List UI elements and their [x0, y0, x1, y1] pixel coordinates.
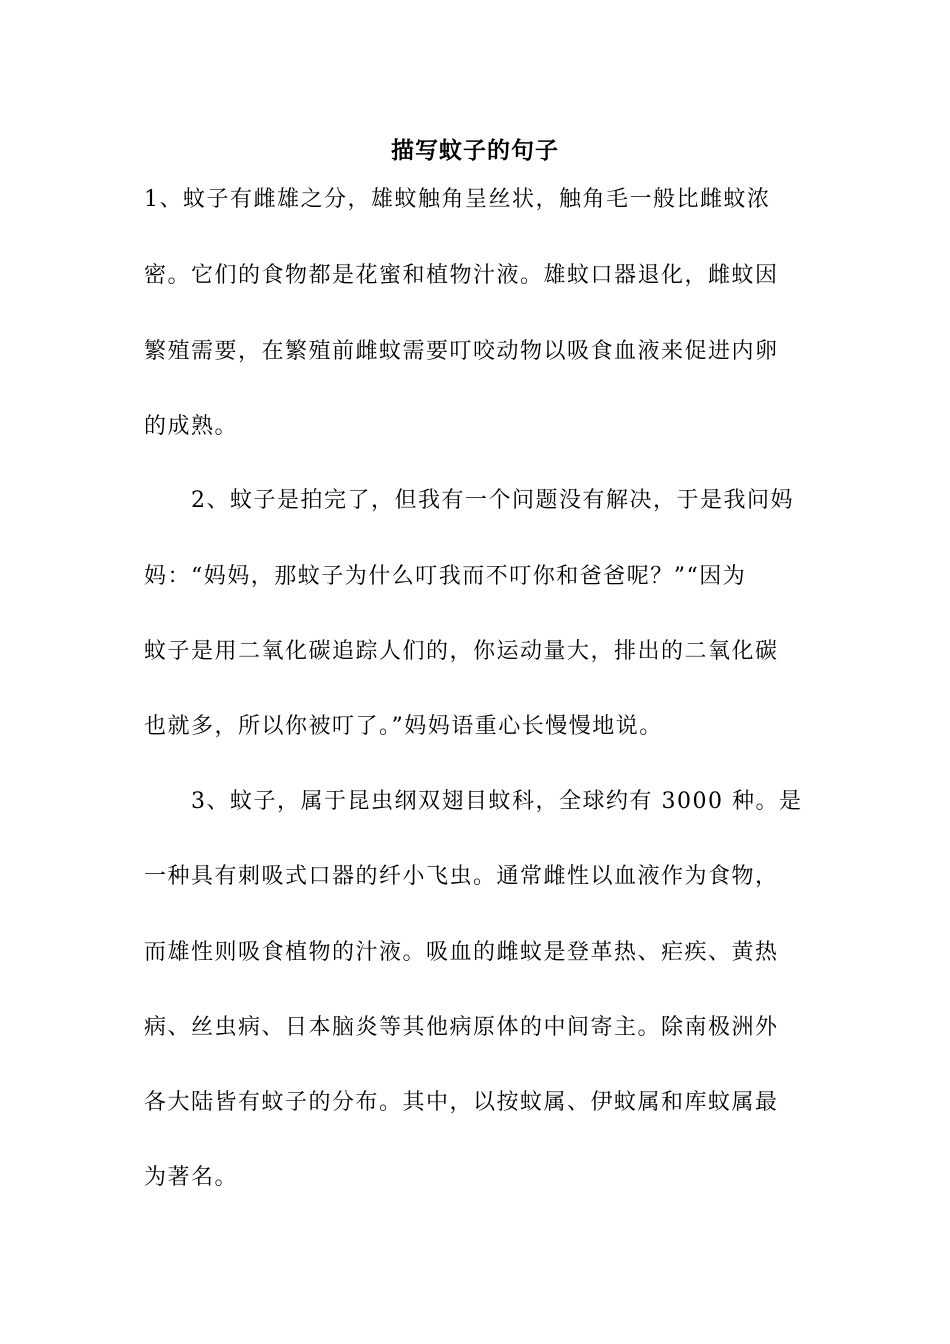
paragraph-line: 妈：“妈妈，那蚊子为什么叮我而不叮你和爸爸呢？”“因为 [144, 564, 747, 589]
paragraph-line: 也就多，所以你被叮了。”妈妈语重心长慢慢地说。 [144, 714, 663, 739]
paragraph-line: 各大陆皆有蚊子的分布。其中，以按蚊属、伊蚊属和库蚊属最 [144, 1090, 779, 1115]
paragraph-line: 一种具有刺吸式口器的纤小飞虫。通常雌性以血液作为食物， [144, 864, 779, 889]
paragraph-line: 1、蚊子有雌雄之分，雄蚊触角呈丝状，触角毛一般比雌蚊浓 [144, 187, 771, 212]
document-title: 描写蚊子的句子 [391, 137, 559, 164]
paragraph-line: 为著名。 [144, 1165, 239, 1190]
paragraph-line: 3、蚊子，属于昆虫纲双翅目蚊科，全球约有 3000 种。是 [144, 789, 803, 814]
paragraph-line: 的成熟。 [144, 414, 239, 439]
paragraph-line: 繁殖需要，在繁殖前雌蚊需要叮咬动物以吸食血液来促进内卵 [144, 339, 779, 364]
paragraph-line: 密。它们的食物都是花蜜和植物汁液。雄蚊口器退化，雌蚊因 [144, 263, 779, 288]
paragraph-line: 病、丝虫病、日本脑炎等其他病原体的中间寄主。除南极洲外 [144, 1015, 779, 1040]
paragraph-line: 蚊子是用二氧化碳追踪人们的，你运动量大，排出的二氧化碳 [144, 639, 779, 664]
paragraph-line: 2、蚊子是拍完了，但我有一个问题没有解决，于是我问妈 [144, 488, 794, 513]
paragraph-line: 而雄性则吸食植物的汁液。吸血的雌蚊是登革热、疟疾、黄热 [144, 940, 779, 965]
